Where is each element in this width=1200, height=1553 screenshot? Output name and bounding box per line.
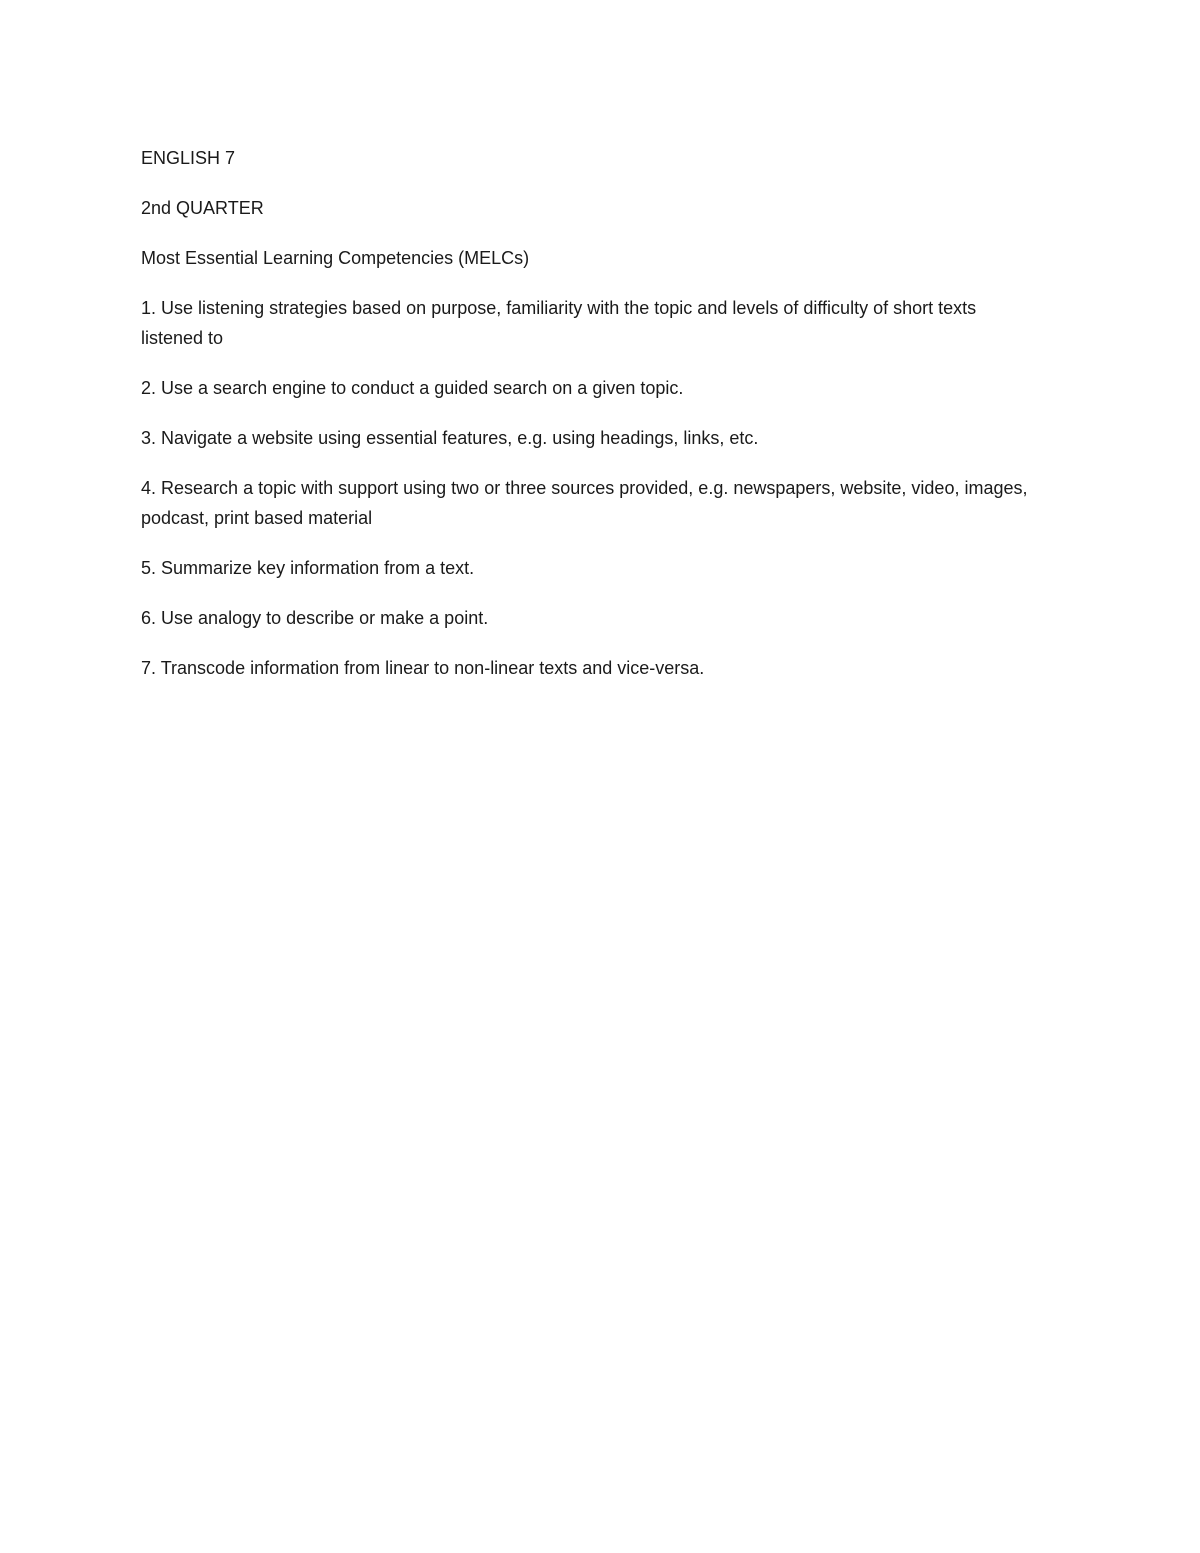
competency-number: 4. [141, 478, 157, 498]
competency-number: 5. [141, 558, 157, 578]
competency-text: Use analogy to describe or make a point. [161, 608, 489, 628]
competency-item [141, 603, 1041, 633]
competency-text: Research a topic with support using two or three sources provided, e.g. newspapers, website, video, images, podcast, print based material [141, 478, 1028, 528]
competency-number: 6. [141, 608, 157, 628]
competency-item [141, 373, 1041, 403]
competency-item [141, 653, 1041, 683]
competency-number: 1. [141, 298, 157, 318]
melcs-heading: Most Essential Learning Competencies (MELCs) [141, 248, 530, 268]
competency-number: 7. [141, 658, 157, 678]
document-title: ENGLISH 7 [141, 148, 236, 168]
competency-text: Navigate a website using essential features, e.g. using headings, links, etc. [161, 428, 759, 448]
competency-number: 2. [141, 378, 157, 398]
competency-text: Use listening strategies based on purpose, familiarity with the topic and levels of difficulty of short texts listened to [141, 298, 977, 348]
competency-item [141, 293, 1041, 353]
competency-item [141, 473, 1041, 533]
competency-text: Transcode information from linear to non-linear texts and vice-versa. [160, 658, 705, 678]
quarter-label: 2nd QUARTER [141, 198, 264, 218]
competency-text: Summarize key information from a text. [161, 558, 475, 578]
competency-number: 3. [141, 428, 157, 448]
competency-item [141, 423, 1041, 453]
document-body [141, 143, 1041, 703]
competency-item [141, 553, 1041, 583]
competency-text: Use a search engine to conduct a guided search on a given topic. [161, 378, 684, 398]
